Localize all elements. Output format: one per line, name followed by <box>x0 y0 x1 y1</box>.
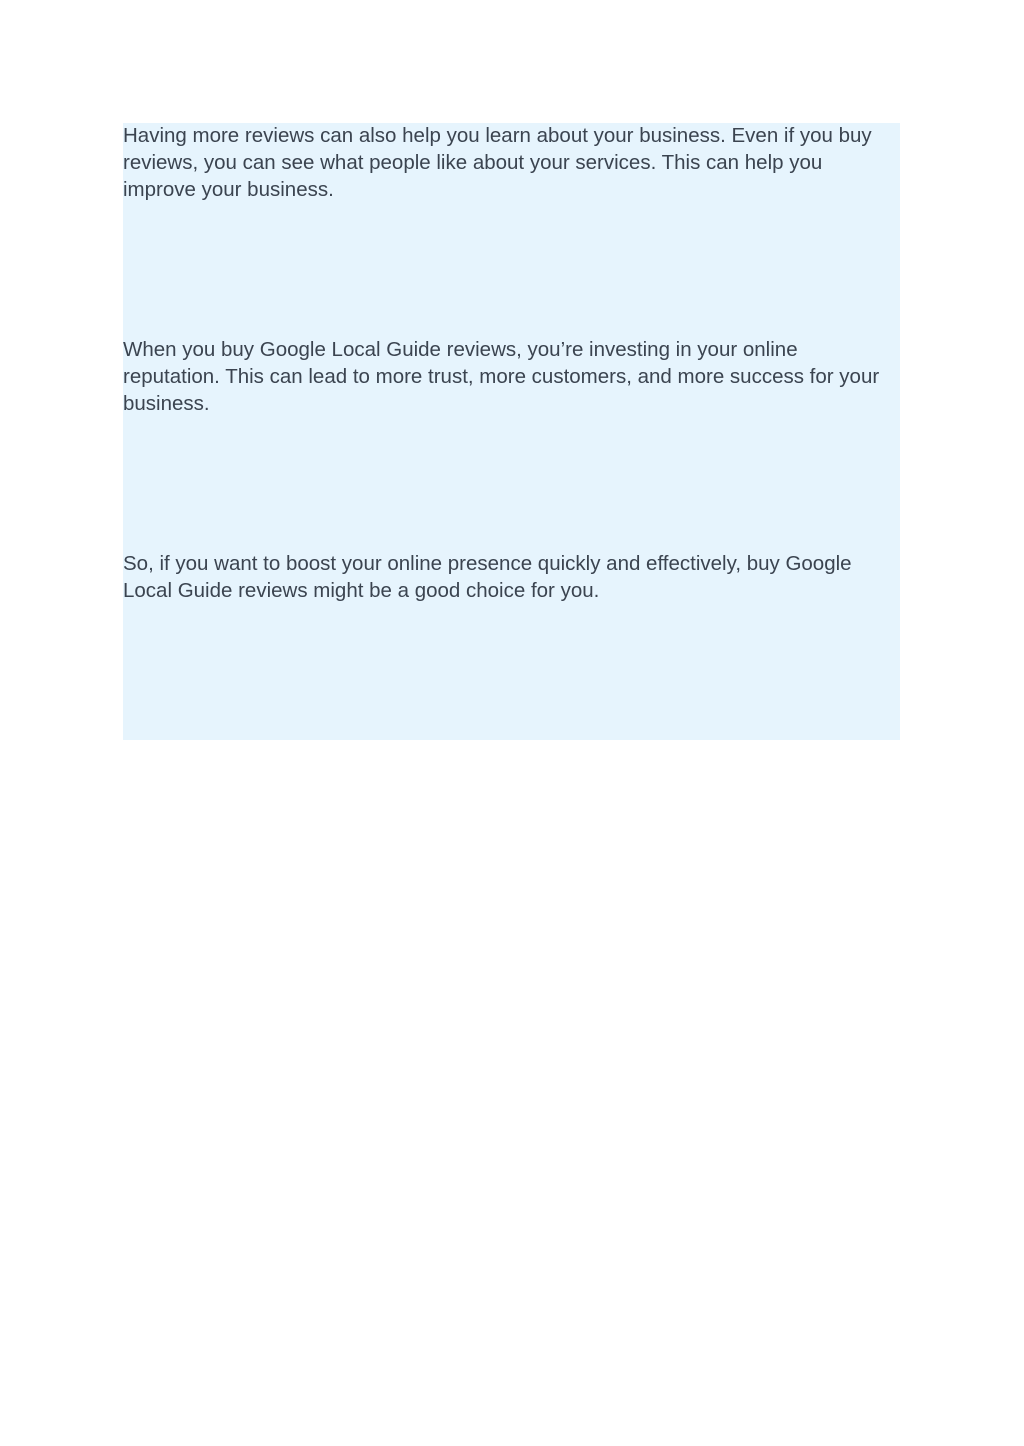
paragraph-online-reputation: When you buy Google Local Guide reviews, you’re investing in your online reputation. This can lead to more trust, more customers, and more success for your business. <box>123 338 880 415</box>
highlighted-text-region <box>123 123 900 740</box>
paragraph-conclusion: So, if you want to boost your online presence quickly and effectively, buy Google Local Guide reviews might be a good choice for you. <box>123 552 852 602</box>
paragraph-reviews-learning: Having more reviews can also help you learn about your business. Even if you buy reviews, you can see what people like about your services. This can help you improve your business. <box>123 124 872 201</box>
